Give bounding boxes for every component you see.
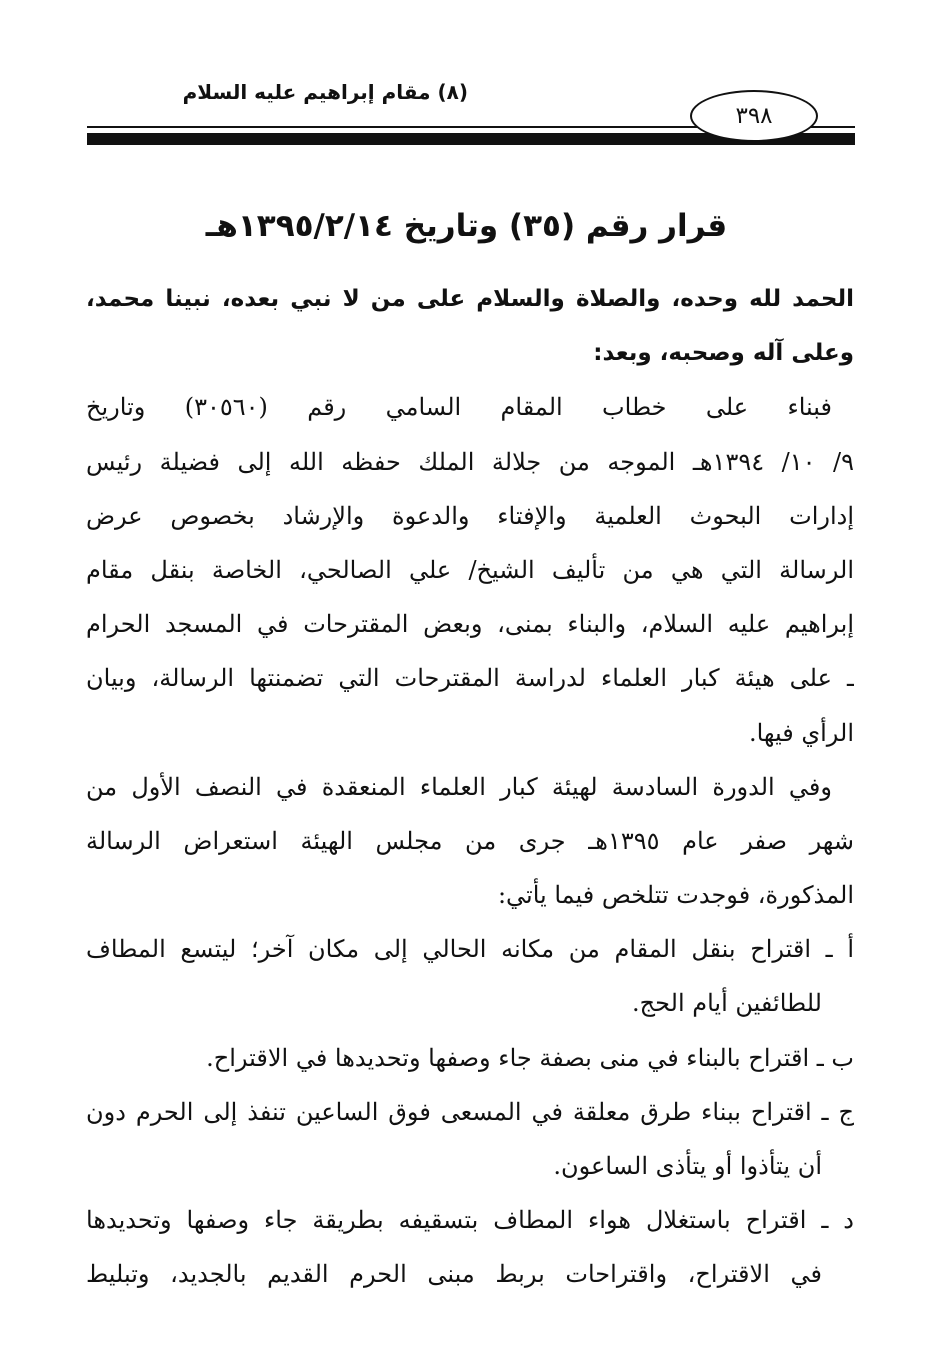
document-title: قرار رقم (٣٥) وتاريخ ١٣٩٥/٢/١٤هـ xyxy=(205,208,728,244)
body-line: الحمد لله وحده، والصلاة والسلام على من لا نبي بعده، نبينا محمد، xyxy=(86,286,854,312)
list-item-dal: د ـ اقتراح باستغلال هواء المطاف بتسقيفه بطريقة جاء وصفها وتحديدها xyxy=(86,1206,854,1235)
list-item-jim-continued: أن يتأذوا أو يتأذى الساعون. xyxy=(553,1152,822,1180)
list-item-alef-continued: للطائفين أيام الحج. xyxy=(632,989,822,1018)
list-item-jim: ج ـ اقتراح ببناء طرق معلقة في المسعى فوق الساعين تنفذ إلى الحرم دون xyxy=(86,1097,854,1126)
body-line: ٩/ ١٠/ ١٣٩٤هـ الموجه من جلالة الملك حفظه الله إلى فضيلة رئيس xyxy=(86,447,854,476)
body-line: وعلى آله وصحبه، وبعد: xyxy=(593,340,854,367)
list-item-alef: أ ـ اقتراح بنقل المقام من مكانه الحالي إلى مكان آخر؛ ليتسع المطاف xyxy=(86,935,854,964)
body-line: فبناء على خطاب المقام السامي رقم (٣٠٥٦٠) وتاريخ xyxy=(86,393,832,422)
page-number: ٣٩٨ xyxy=(690,90,818,142)
list-item-ba: ب ـ اقتراح بالبناء في منى بصفة جاء وصفها وتحديدها في الاقتراح. xyxy=(206,1043,854,1072)
running-header: (٨) مقام إبراهيم عليه السلام xyxy=(182,80,468,104)
body-line: إبراهيم عليه السلام، والبناء بمنى، وبعض المقترحات في المسجد الحرام xyxy=(86,610,854,639)
body-line: الرسالة التي هي من تأليف الشيخ/ علي الصالحي، الخاصة بنقل مقام xyxy=(86,555,854,584)
list-item-dal-continued: في الاقتراح، واقتراحات بربط مبنى الحرم القديم بالجديد، وتبليط xyxy=(86,1260,822,1289)
body-line: ـ على هيئة كبار العلماء لدراسة المقترحات التي تضمنتها الرسالة، وبيان xyxy=(86,664,854,693)
body-line: وفي الدورة السادسة لهيئة كبار العلماء المنعقدة في النصف الأول من xyxy=(86,772,832,801)
body-text xyxy=(86,272,854,1302)
body-line: المذكورة، فوجدت تتلخص فيما يأتي: xyxy=(497,881,854,910)
body-line: الرأي فيها. xyxy=(748,718,854,747)
body-line: شهر صفر عام ١٣٩٥هـ جرى من مجلس الهيئة استعراض الرسالة xyxy=(86,826,854,855)
body-line: إدارات البحوث العلمية والإفتاء والدعوة والإرشاد بخصوص عرض xyxy=(86,501,854,530)
